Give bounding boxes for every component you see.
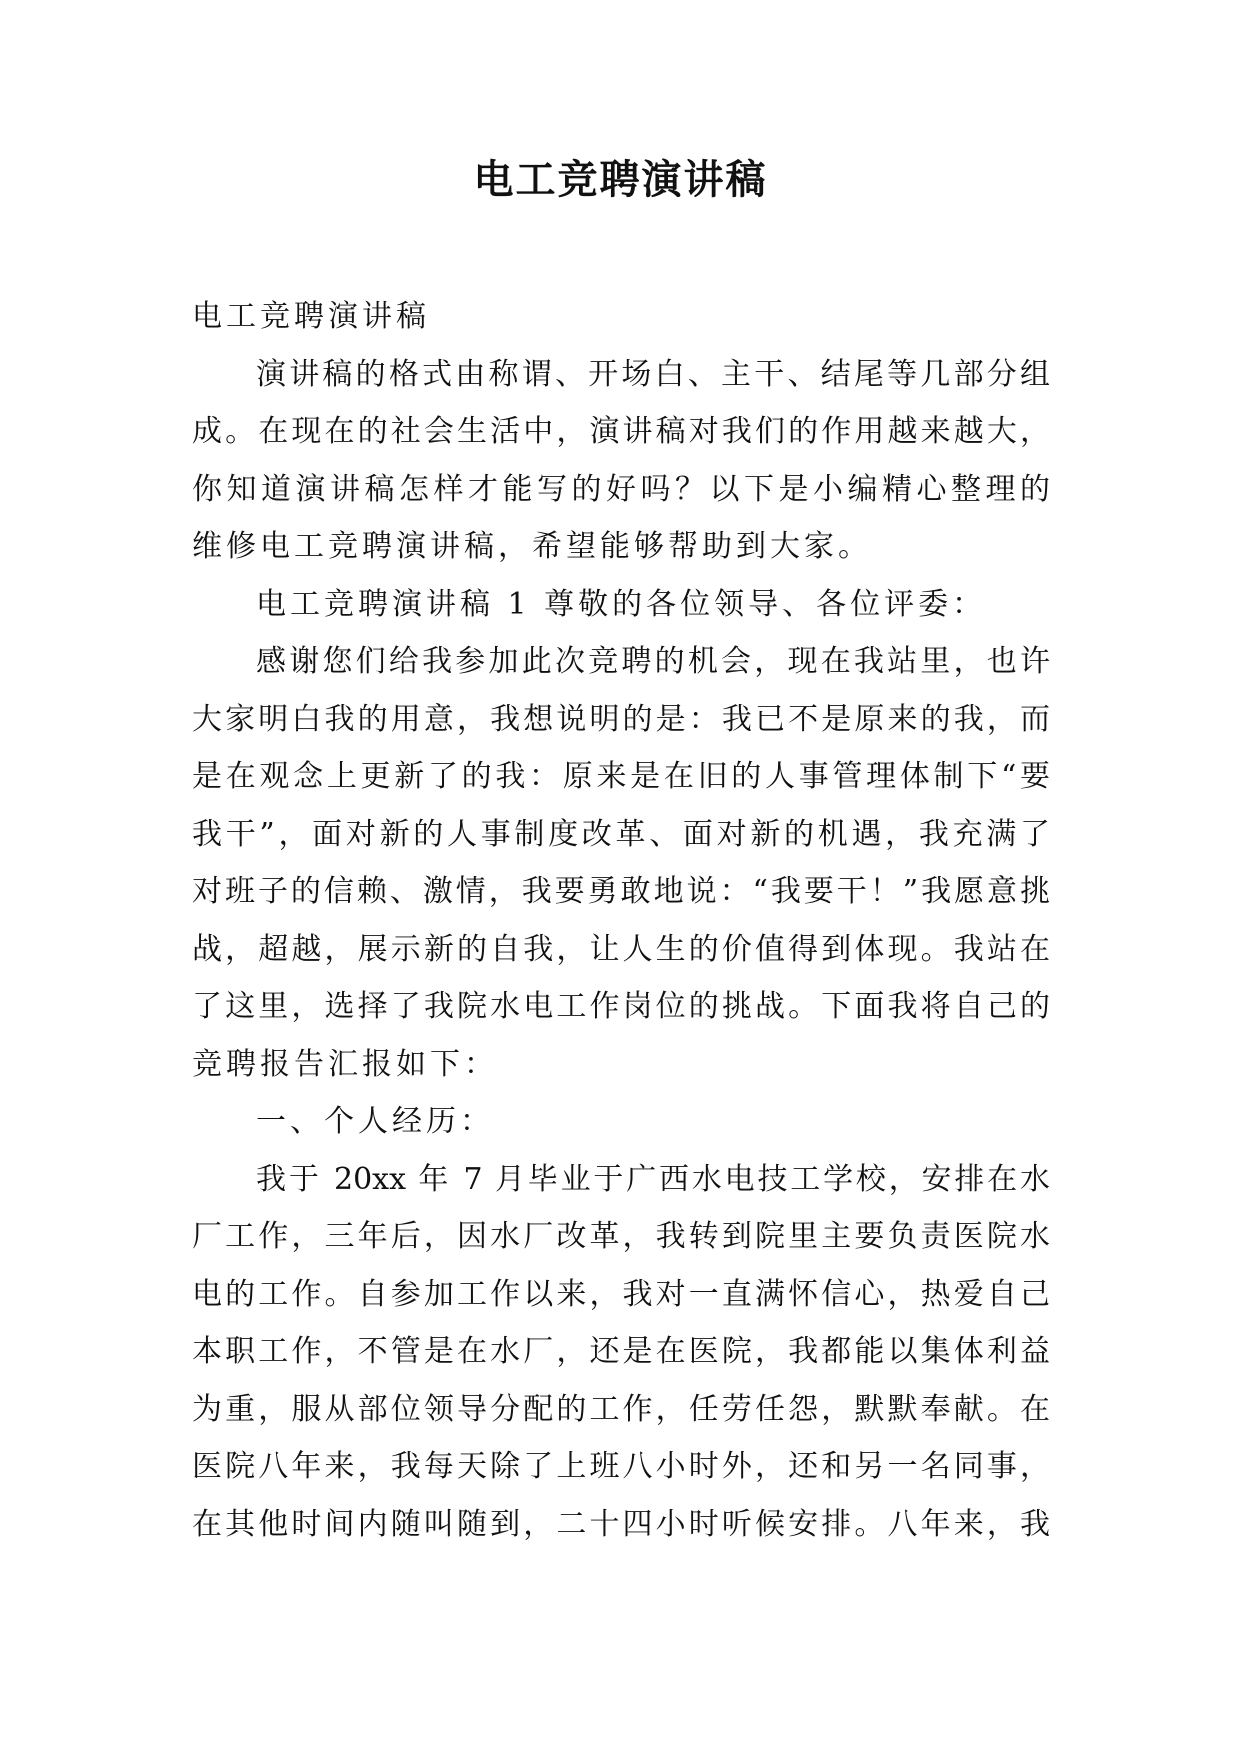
- body-line: 了这里，选择了我院水电工作岗位的挑战。下面我将自己的: [192, 989, 1050, 1024]
- body-line: 医院八年来，我每天除了上班八小时外，还和另一名同事，: [192, 1449, 1050, 1484]
- body-line: 是在观念上更新了的我：原来是在旧的人事管理体制下“要: [192, 759, 1050, 794]
- body-line: 厂工作，三年后，因水厂改革，我转到院里主要负责医院水: [192, 1219, 1050, 1254]
- body-line: 战，超越，展示新的自我，让人生的价值得到体现。我站在: [192, 931, 1050, 967]
- body-line: 在其他时间内随叫随到，二十四小时听候安排。八年来，我: [192, 1506, 1050, 1542]
- body-line: 电工竞聘演讲稿 1 尊敬的各位领导、各位评委：: [256, 586, 987, 622]
- body-line: 本职工作，不管是在水厂，还是在医院，我都能以集体利益: [192, 1334, 1050, 1369]
- body-line: 维修电工竞聘演讲稿，希望能够帮助到大家。: [192, 529, 872, 564]
- body-line: 你知道演讲稿怎样才能写的好吗？以下是小编精心整理的: [192, 471, 1050, 507]
- body-line: 大家明白我的用意，我想说明的是：我已不是原来的我，而: [192, 701, 1050, 737]
- body-line: 我干”，面对新的人事制度改革、面对新的机遇，我充满了: [192, 816, 1050, 852]
- body-line: 电的工作。自参加工作以来，我对一直满怀信心，热爱自己: [192, 1276, 1050, 1312]
- body-line-subtitle: 电工竞聘演讲稿: [192, 299, 430, 334]
- body-line: 演讲稿的格式由称谓、开场白、主干、结尾等几部分组: [256, 356, 1050, 392]
- body-line: 对班子的信赖、激情，我要勇敢地说：“我要干！”我愿意挑: [192, 874, 1050, 909]
- section-heading: 一、个人经历：: [256, 1104, 494, 1139]
- body-line: 竞聘报告汇报如下：: [192, 1046, 498, 1082]
- document-title: 电工竞聘演讲稿: [473, 156, 768, 203]
- body-line: 成。在现在的社会生活中，演讲稿对我们的作用越来越大，: [192, 414, 1050, 449]
- body-line: 感谢您们给我参加此次竞聘的机会，现在我站里，也许: [256, 644, 1050, 679]
- document-body: [192, 288, 1050, 1553]
- body-line: 我于 20xx 年 7 月毕业于广西水电技工学校，安排在水: [256, 1161, 1050, 1197]
- body-line: 为重，服从部位领导分配的工作，任劳任怨，默默奉献。在: [192, 1391, 1050, 1427]
